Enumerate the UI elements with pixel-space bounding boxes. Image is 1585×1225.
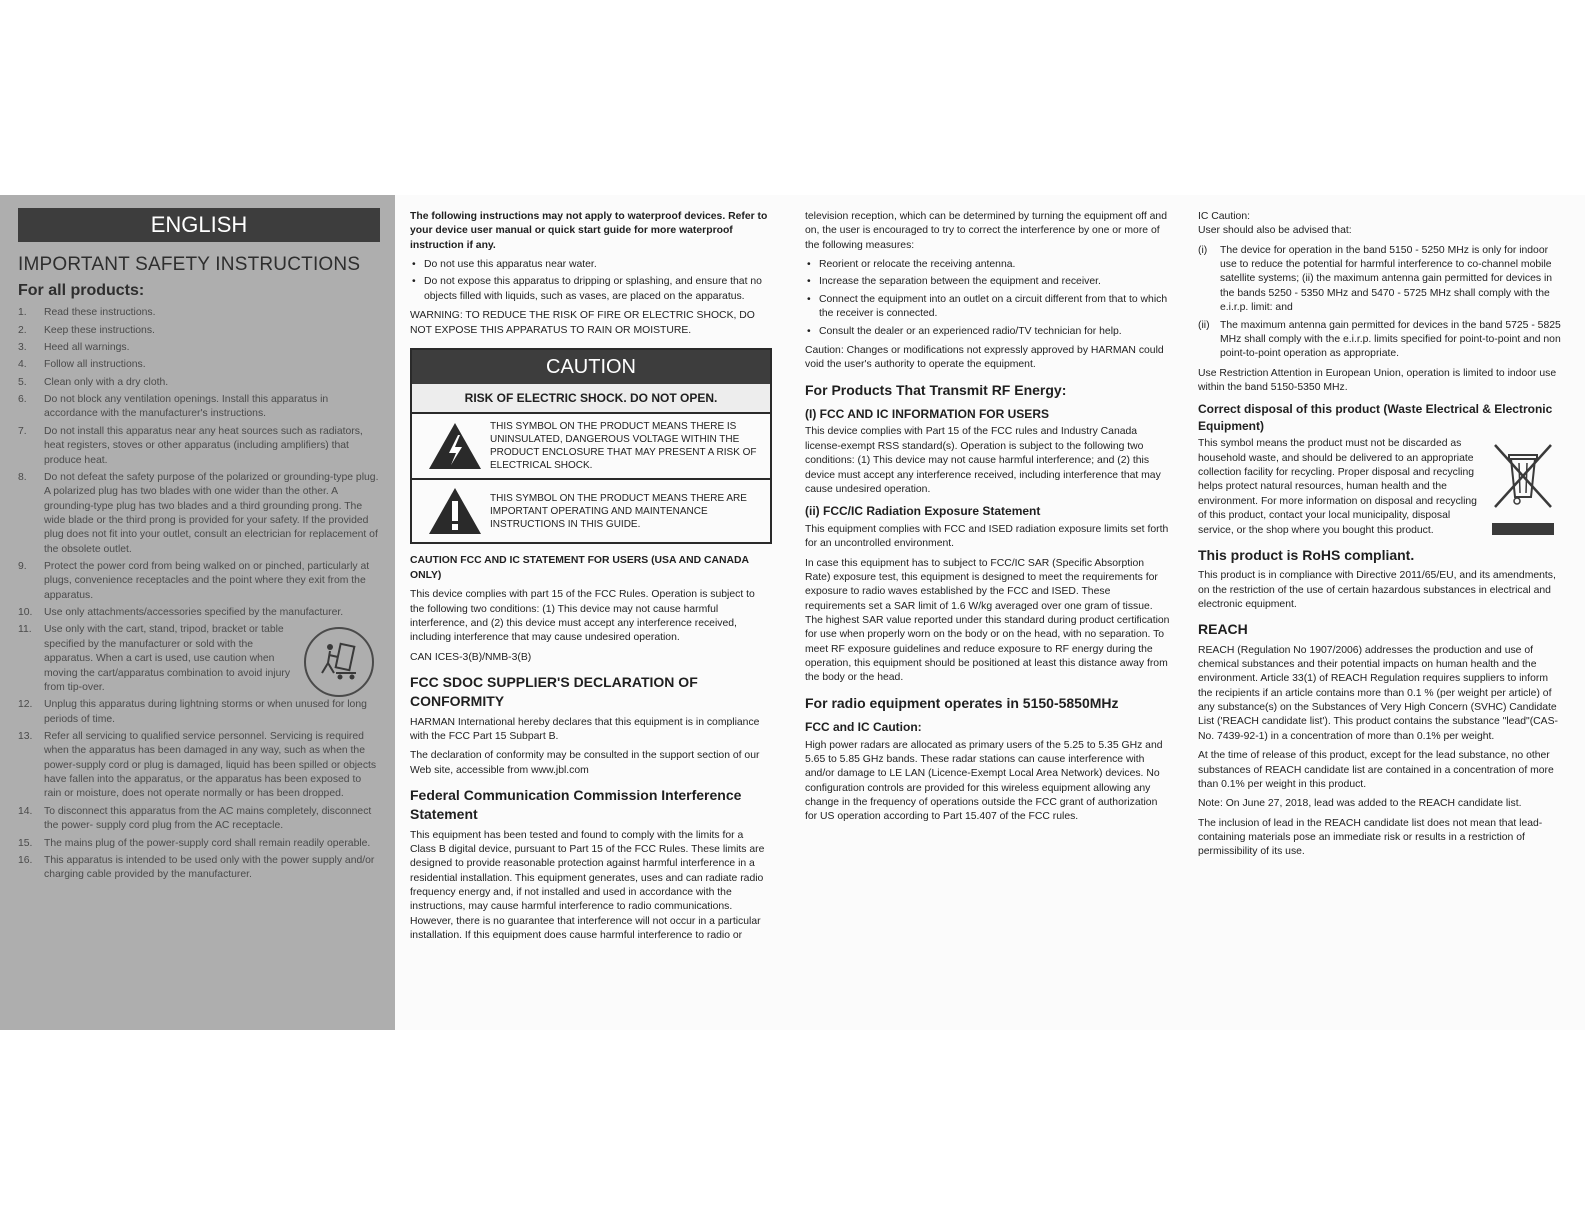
ic-item-number: (ii) xyxy=(1198,319,1210,331)
caution-box xyxy=(410,348,772,545)
safety-step xyxy=(18,324,380,338)
warning-text: WARNING: TO REDUCE THE RISK OF FIRE OR ELECTRIC SHOCK, DO NOT EXPOSE THIS APPARATUS TO RAIN OR MOISTURE. xyxy=(410,310,755,336)
interference-measures xyxy=(805,258,1170,339)
step-number: 16. xyxy=(18,854,33,866)
safety-step xyxy=(18,393,380,422)
step-number: 1. xyxy=(18,307,27,319)
disposal-body: This symbol means the product must not be discarded as household waste, and should be delivered to an appropriate collection facility for recycling. Proper disposal and recycling helps protect natural resources, human health and the environment. For more information on disposal and recycling of this product, contact your local municipality, disposal service, or the shop where you bought this product. xyxy=(1198,438,1477,536)
step-number: 11. xyxy=(18,624,32,636)
sdoc-body: HARMAN International hereby declares that this equipment is in compliance with the FCC Part 15 Subpart B. xyxy=(410,716,760,742)
step-text: To disconnect this apparatus from the AC mains completely, disconnect the power- supply cord plug from the AC receptacle. xyxy=(44,805,372,832)
fci-body: This equipment has been tested and found to comply with the limits for a Class B digital device, pursuant to Part 15 of the FCC Rules. These limits are designed to provide reasonable protection against harmful interference in a residential installation. This equipment generates, uses and can radiate radio frequency energy and, if not installed and used in accordance with the instructions, may cause harmful interference to radio communications. However, there is no guarantee that interference will not occur in a particular installation. If this equipment does cause harmful interference to radio or xyxy=(410,829,765,942)
measure-item: • Reorient or relocate the receiving antenna. xyxy=(805,258,1170,272)
rf-heading: For Products That Transmit RF Energy: xyxy=(805,381,1067,398)
step-number: 15. xyxy=(18,837,33,849)
step-number: 5. xyxy=(18,376,27,388)
measure-item: • Increase the separation between the equipment and receiver. xyxy=(805,275,1170,289)
step-number: 6. xyxy=(18,394,27,406)
reach-note: Note: On June 27, 2018, lead was added to the REACH candidate list. xyxy=(1198,798,1522,810)
safety-step xyxy=(18,425,380,468)
step-text: Clean only with a dry cloth. xyxy=(44,376,169,388)
step-number: 13. xyxy=(18,731,33,742)
rohs-heading: This product is RoHS compliant. xyxy=(1198,546,1415,563)
ic-item-text: The device for operation in the band 5150 - 5250 MHz is only for indoor use to reduce the potential for harmful interference to co-channel mobile satellite systems; (ii) the maximum antenna gain permitted for devices in the bands 5250 - 5350 MHz and 5470 - 5725 MHz shall comply with the e.i.r.p. limit: and xyxy=(1220,244,1553,314)
rf-energy-column xyxy=(805,210,1170,830)
fcc-ic-heading: CAUTION FCC AND IC STATEMENT FOR USERS (USA AND CANADA ONLY) xyxy=(410,555,749,581)
safety-step xyxy=(18,730,380,802)
step-number: 3. xyxy=(18,342,27,354)
safety-step xyxy=(18,560,380,603)
step-text: Follow all instructions. xyxy=(44,359,146,371)
cart-tipover-icon xyxy=(304,627,374,697)
water-bullets xyxy=(410,258,772,304)
caution-row-voltage-text: THIS SYMBOL ON THE PRODUCT MEANS THERE IS UNINSULATED, DANGEROUS VOLTAGE WITHIN THE PRODUCT ENCLOSURE THAT MAY PRESENT A RISK OF ELECTRICAL SHOCK. xyxy=(490,421,757,472)
radio-body: High power radars are allocated as primary users of the 5.25 to 5.35 GHz and 5.65 to 5.85 GHz bands. These radar stations can cause interference with and/or damage to LE LAN (Licence-Exempt Local Area Network) devices. No configuration controls are provided for this wireless equipment allowing any change in the frequency of operations outside the FCC grant of authorization for US operation according to Part 15.407 of the FCC rules. xyxy=(805,739,1163,823)
exclamation-warning-icon xyxy=(420,486,490,536)
radio-heading: For radio equipment operates in 5150-5850MHz xyxy=(805,694,1119,711)
step-text: Read these instructions. xyxy=(44,307,156,319)
ic-item-number: (i) xyxy=(1198,244,1208,256)
safety-step xyxy=(18,854,380,883)
ic-caution-heading: IC Caution: xyxy=(1198,211,1250,222)
disposal-block xyxy=(1198,437,1563,538)
step-text: Keep these instructions. xyxy=(44,324,155,336)
fcc-users-body: This device complies with Part 15 of the FCC rules and Industry Canada license-exempt RSS standard(s). Operation is subject to the following two conditions: (1) This device may not cause harmful interference; and (2) this device must accept any interference received, including interference that may cause undesired operation. xyxy=(805,426,1161,495)
step-text: Protect the power cord from being walked on or pinched, particularly at plugs, convenience receptacles and the point where they exit from the apparatus. xyxy=(44,561,370,601)
safety-subtitle: For all products: xyxy=(18,282,145,300)
use-restriction: Use Restriction Attention in European Union, operation is limited to indoor use within the band 5150-5350 MHz. xyxy=(1198,367,1557,393)
step-number: 8. xyxy=(18,471,27,483)
ic-caution-list xyxy=(1198,244,1563,362)
step-text: Do not defeat the safety purpose of the polarized or grounding-type plug. A polarized plug has two blades with one wider than the other. A grounding-type plug has two blades and a third grounding prong. The wide blade or the third prong is provided for your safety. If the provided plug does not fit into your outlet, consult an electrician for replacement of the obsolete outlet. xyxy=(44,471,379,555)
caution-subtitle: RISK OF ELECTRIC SHOCK. DO NOT OPEN. xyxy=(412,384,770,415)
radio-subheading: FCC and IC Caution: xyxy=(805,720,922,735)
caution-row-instructions xyxy=(412,480,770,542)
safety-steps-list xyxy=(18,306,380,882)
safety-instructions-column xyxy=(18,208,380,886)
safety-step xyxy=(18,358,380,372)
step-text: Refer all servicing to qualified service personnel. Servicing is required when the apparatus has been damaged in any way, such as when the power-supply cord or plug is damaged, liquid has been spilled or objects have fallen into the apparatus, or the apparatus has been exposed to rain or moisture, does not operate normally or has been dropped. xyxy=(44,731,377,800)
step-number: 9. xyxy=(18,561,27,573)
ices-text: CAN ICES-3(B)/NMB-3(B) xyxy=(410,651,532,663)
caution-row-instructions-text: THIS SYMBOL ON THE PRODUCT MEANS THERE ARE IMPORTANT OPERATING AND MAINTENANCE INSTRUCTIONS IN THIS GUIDE. xyxy=(490,492,747,530)
language-header: ENGLISH xyxy=(18,208,380,242)
reach-heading: REACH xyxy=(1198,621,1248,638)
step-text: Use only with the cart, stand, tripod, bracket or table specified by the manufacturer or sold with the apparatus. When a cart is used, use caution when moving the cart/apparatus combination to avoid injury from tip-over. xyxy=(44,624,291,693)
radiation-heading: (ii) FCC/IC Radiation Exposure Statement xyxy=(805,504,1041,519)
water-bullet: • Do not expose this apparatus to dripping or splashing, and ensure that no objects filled with liquids, such as vases, are placed on the apparatus. xyxy=(410,275,772,304)
safety-title: IMPORTANT SAFETY INSTRUCTIONS xyxy=(18,254,361,275)
reach-body: REACH (Regulation No 1907/2006) addresses the production and use of chemical substances and their potential impacts on human health and the environment. Article 33(1) of REACH Regulation requires suppliers to inform the recipients if an article contains more than 0.1 % (per weight per article) of any substance(s) on the Substances of Very High Concern (SVHC) Candidate List ('REACH candidate list'). This product contains the substance "lead"(CAS-No. 7439-92-1) in a concentration of more than 0.1% per weight. xyxy=(1198,644,1558,742)
sdoc-heading: FCC SDOC SUPPLIER'S DECLARATION OF CONFORMITY xyxy=(410,673,698,710)
safety-step xyxy=(18,376,380,390)
safety-step xyxy=(18,471,380,557)
caution-row-voltage xyxy=(412,414,770,480)
fcc-users-heading: (I) FCC AND IC INFORMATION FOR USERS xyxy=(805,406,1049,421)
measure-item: • Connect the equipment into an outlet on a circuit different from that to which the receiver is connected. xyxy=(805,293,1170,322)
step-text: Do not install this apparatus near any heat sources such as radiators, heat registers, stoves or other apparatus (including amplifiers) that produce heat. xyxy=(44,425,363,466)
ic-caution-intro: User should also be advised that: xyxy=(1198,225,1352,237)
step-number: 12. xyxy=(18,699,33,711)
weee-symbol xyxy=(1483,437,1563,538)
step-text: This apparatus is intended to be used only with the power supply and/or charging cable provided by the manufacturer. xyxy=(44,854,375,881)
step-number: 4. xyxy=(18,359,27,371)
interference-continued: television reception, which can be determined by turning the equipment off and on, the user is encouraged to try to correct the interference by one or more of the following measures: xyxy=(805,211,1167,251)
sar-body: In case this equipment has to subject to FCC/IC SAR (Specific Absorption Rate) exposure test, this equipment is designed to meet the requirements for exposure to radio waves established by the FCC and ISED. These requirements set a SAR limit of 1.6 W/kg averaged over one gram of tissue. The highest SAR value reported under this standard during product certification for use when properly worn on the body or on the head, with no separation. To meet RF exposure guidelines and reduce exposure to RF energy during the operation, this equipment should be positioned at least this distance away from the body or the head. xyxy=(805,557,1170,684)
step-text: Unplug this apparatus during lightning storms or when unused for long periods of time. xyxy=(44,699,367,725)
ic-caution-item xyxy=(1198,244,1563,316)
radiation-body: This equipment complies with FCC and ISED radiation exposure limits set forth for an uncontrolled environment. xyxy=(805,523,1169,550)
step-text: The mains plug of the power-supply cord shall remain readily operable. xyxy=(44,837,371,849)
step-number: 7. xyxy=(18,425,27,437)
step-text: Do not block any ventilation openings. Install this apparatus in accordance with the manufacturer's instructions. xyxy=(44,394,329,420)
safety-step xyxy=(18,623,380,695)
reach-note-2: The inclusion of lead in the REACH candidate list does not mean that lead-containing materials pose an immediate risk or results in a restriction of permissibility of its use. xyxy=(1198,817,1543,858)
fcc-ic-body: This device complies with part 15 of the FCC Rules. Operation is subject to the following two conditions: (1) This device may not cause harmful interference, and (2) this device must accept any interference received, including interference that may cause undesired operation. xyxy=(410,589,755,644)
safety-step xyxy=(18,698,380,727)
step-number: 10. xyxy=(18,607,33,619)
safety-step xyxy=(18,606,380,620)
disposal-heading: Correct disposal of this product (Waste Electrical & Electronic Equipment) xyxy=(1198,402,1553,433)
sdoc-body-2: The declaration of conformity may be consulted in the support section of our Web site, accessible from www.jbl.com xyxy=(410,750,760,776)
crossed-bin-icon xyxy=(1491,441,1555,511)
safety-step xyxy=(18,341,380,355)
caution-title: CAUTION xyxy=(412,350,770,384)
safety-step xyxy=(18,837,380,851)
compliance-column xyxy=(1198,210,1563,865)
measure-item: • Consult the dealer or an experienced radio/TV technician for help. xyxy=(805,325,1170,339)
weee-bar xyxy=(1492,523,1554,535)
step-number: 14. xyxy=(18,805,33,817)
safety-step xyxy=(18,805,380,834)
ic-caution-item xyxy=(1198,319,1563,362)
reach-body-2: At the time of release of this product, except for the lead substance, no other substances of REACH candidate list are contained in a concentration of more than 0.1% per weight in this product. xyxy=(1198,750,1554,790)
rohs-body: This product is in compliance with Directive 2011/65/EU, and its amendments, on the restriction of the use of certain hazardous substances in electrical and electronic equipment. xyxy=(1198,570,1556,610)
safety-step xyxy=(18,306,380,320)
modification-caution: Caution: Changes or modifications not expressly approved by HARMAN could void the user's authority to operate the equipment. xyxy=(805,344,1164,371)
ic-item-text: The maximum antenna gain permitted for devices in the band 5725 - 5825 MHz shall comply with the e.i.r.p. limits specified for point-to-point and non point-to-point operation as appropriate. xyxy=(1220,319,1561,360)
step-text: Use only attachments/accessories specified by the manufacturer. xyxy=(44,607,344,619)
fci-heading: Federal Communication Commission Interference Statement xyxy=(410,787,742,823)
water-bullet: • Do not use this apparatus near water. xyxy=(410,258,772,272)
waterproof-caution-column xyxy=(410,210,772,949)
lightning-warning-icon xyxy=(420,421,490,471)
step-number: 2. xyxy=(18,324,27,336)
step-text: Heed all warnings. xyxy=(44,342,130,354)
waterproof-intro: The following instructions may not apply to waterproof devices. Refer to your device user manual or quick start guide for more waterproof instruction if any. xyxy=(410,211,768,251)
